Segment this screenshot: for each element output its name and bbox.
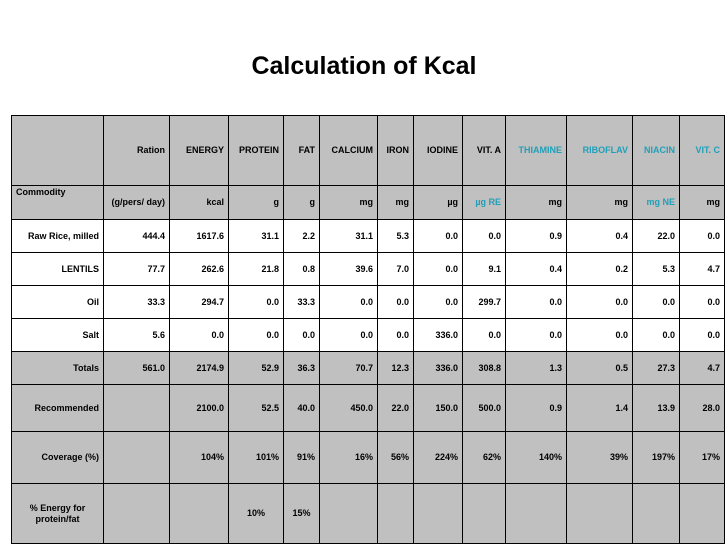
cell-vit-c: 17%	[680, 432, 725, 484]
cell-vit-c: 0.0	[680, 319, 725, 352]
cell-vit-c: 4.7	[680, 352, 725, 385]
unit-vit-a: µg RE	[463, 186, 506, 220]
cell-protein: 101%	[229, 432, 284, 484]
cell-protein: 0.0	[229, 286, 284, 319]
table-row	[12, 286, 725, 319]
cell-niacin: 0.0	[633, 286, 680, 319]
cell-calcium	[320, 484, 378, 544]
cell-energy: 1617.6	[170, 220, 229, 253]
cell-energy: 294.7	[170, 286, 229, 319]
cell-calcium: 16%	[320, 432, 378, 484]
cell-thiamine	[506, 484, 567, 544]
cell-thiamine: 1.3	[506, 352, 567, 385]
cell-fat: 0.0	[284, 319, 320, 352]
unit-thiamine: mg	[506, 186, 567, 220]
cell-niacin: 13.9	[633, 385, 680, 432]
header-protein: PROTEIN	[229, 116, 284, 186]
cell-calcium: 450.0	[320, 385, 378, 432]
cell-vit-a: 500.0	[463, 385, 506, 432]
cell-ration: 77.7	[104, 253, 170, 286]
unit-energy: kcal	[170, 186, 229, 220]
header-riboflav: RIBOFLAV	[567, 116, 633, 186]
cell-ration	[104, 484, 170, 544]
cell-energy: 2100.0	[170, 385, 229, 432]
unit-ration: (g/pers/ day)	[104, 186, 170, 220]
cell-protein: 21.8	[229, 253, 284, 286]
cell-calcium: 70.7	[320, 352, 378, 385]
row-label: LENTILS	[12, 253, 104, 286]
header-iodine: IODINE	[414, 116, 463, 186]
cell-energy: 262.6	[170, 253, 229, 286]
cell-vit-a: 0.0	[463, 319, 506, 352]
row-label: % Energy for protein/fat	[12, 484, 104, 544]
cell-iodine: 150.0	[414, 385, 463, 432]
cell-calcium: 0.0	[320, 286, 378, 319]
cell-iron: 5.3	[378, 220, 414, 253]
cell-ration: 5.6	[104, 319, 170, 352]
cell-thiamine: 0.9	[506, 385, 567, 432]
cell-riboflav	[567, 484, 633, 544]
header-iron: IRON	[378, 116, 414, 186]
header-ration: Ration	[104, 116, 170, 186]
cell-calcium: 31.1	[320, 220, 378, 253]
unit-commodity: Commodity	[12, 186, 104, 220]
header-calcium: CALCIUM	[320, 116, 378, 186]
cell-iron: 56%	[378, 432, 414, 484]
header-energy: ENERGY	[170, 116, 229, 186]
table-row	[12, 432, 725, 484]
cell-riboflav: 0.0	[567, 286, 633, 319]
cell-ration	[104, 385, 170, 432]
cell-riboflav: 0.4	[567, 220, 633, 253]
cell-fat: 40.0	[284, 385, 320, 432]
cell-fat: 91%	[284, 432, 320, 484]
cell-vit-c: 28.0	[680, 385, 725, 432]
cell-vit-c: 4.7	[680, 253, 725, 286]
cell-thiamine: 0.0	[506, 286, 567, 319]
cell-calcium: 0.0	[320, 319, 378, 352]
cell-iodine	[414, 484, 463, 544]
cell-riboflav: 0.5	[567, 352, 633, 385]
cell-niacin: 5.3	[633, 253, 680, 286]
row-label: Raw Rice, milled	[12, 220, 104, 253]
header-niacin: NIACIN	[633, 116, 680, 186]
cell-iodine: 0.0	[414, 220, 463, 253]
cell-riboflav: 0.0	[567, 319, 633, 352]
cell-fat: 0.8	[284, 253, 320, 286]
cell-niacin	[633, 484, 680, 544]
cell-vit-a	[463, 484, 506, 544]
cell-energy: 0.0	[170, 319, 229, 352]
cell-energy: 104%	[170, 432, 229, 484]
header-row	[12, 116, 725, 186]
cell-ration: 561.0	[104, 352, 170, 385]
cell-niacin: 197%	[633, 432, 680, 484]
cell-fat: 33.3	[284, 286, 320, 319]
header-fat: FAT	[284, 116, 320, 186]
cell-fat: 36.3	[284, 352, 320, 385]
cell-vit-c: 0.0	[680, 220, 725, 253]
cell-ration: 33.3	[104, 286, 170, 319]
cell-iodine: 0.0	[414, 286, 463, 319]
unit-niacin: mg NE	[633, 186, 680, 220]
cell-thiamine: 140%	[506, 432, 567, 484]
header-thiamine: THIAMINE	[506, 116, 567, 186]
cell-thiamine: 0.0	[506, 319, 567, 352]
cell-riboflav: 39%	[567, 432, 633, 484]
table-row	[12, 319, 725, 352]
unit-protein: g	[229, 186, 284, 220]
cell-riboflav: 0.2	[567, 253, 633, 286]
row-label: Totals	[12, 352, 104, 385]
cell-iron: 22.0	[378, 385, 414, 432]
cell-iodine: 336.0	[414, 352, 463, 385]
cell-thiamine: 0.9	[506, 220, 567, 253]
cell-riboflav: 1.4	[567, 385, 633, 432]
row-label: Oil	[12, 286, 104, 319]
header-vit-c: VIT. C	[680, 116, 725, 186]
cell-vit-a: 299.7	[463, 286, 506, 319]
cell-iron	[378, 484, 414, 544]
cell-vit-a: 0.0	[463, 220, 506, 253]
cell-vit-c: 0.0	[680, 286, 725, 319]
table-row	[12, 220, 725, 253]
table-row	[12, 352, 725, 385]
cell-iron: 12.3	[378, 352, 414, 385]
unit-iron: mg	[378, 186, 414, 220]
row-label: Coverage (%)	[12, 432, 104, 484]
cell-protein: 31.1	[229, 220, 284, 253]
table-row	[12, 484, 725, 544]
header-commodity	[12, 116, 104, 186]
cell-iron: 0.0	[378, 286, 414, 319]
unit-riboflav: mg	[567, 186, 633, 220]
cell-ration: 444.4	[104, 220, 170, 253]
cell-ration	[104, 432, 170, 484]
cell-protein: 52.5	[229, 385, 284, 432]
cell-niacin: 27.3	[633, 352, 680, 385]
header-vit-a: VIT. A	[463, 116, 506, 186]
cell-protein: 0.0	[229, 319, 284, 352]
page-title: Calculation of Kcal	[251, 52, 477, 80]
cell-iodine: 224%	[414, 432, 463, 484]
row-label: Salt	[12, 319, 104, 352]
cell-fat: 15%	[284, 484, 320, 544]
cell-iodine: 336.0	[414, 319, 463, 352]
cell-protein: 52.9	[229, 352, 284, 385]
cell-fat: 2.2	[284, 220, 320, 253]
unit-vit-c: mg	[680, 186, 725, 220]
unit-iodine: µg	[414, 186, 463, 220]
unit-fat: g	[284, 186, 320, 220]
cell-iodine: 0.0	[414, 253, 463, 286]
cell-vit-a: 62%	[463, 432, 506, 484]
cell-energy	[170, 484, 229, 544]
cell-niacin: 0.0	[633, 319, 680, 352]
cell-energy: 2174.9	[170, 352, 229, 385]
unit-calcium: mg	[320, 186, 378, 220]
row-label: Recommended	[12, 385, 104, 432]
cell-niacin: 22.0	[633, 220, 680, 253]
cell-vit-a: 308.8	[463, 352, 506, 385]
units-row	[12, 186, 725, 220]
cell-iron: 7.0	[378, 253, 414, 286]
cell-thiamine: 0.4	[506, 253, 567, 286]
cell-calcium: 39.6	[320, 253, 378, 286]
cell-vit-c	[680, 484, 725, 544]
cell-iron: 0.0	[378, 319, 414, 352]
cell-vit-a: 9.1	[463, 253, 506, 286]
table-row	[12, 253, 725, 286]
cell-protein: 10%	[229, 484, 284, 544]
nutrition-table	[11, 115, 725, 544]
table-row	[12, 385, 725, 432]
